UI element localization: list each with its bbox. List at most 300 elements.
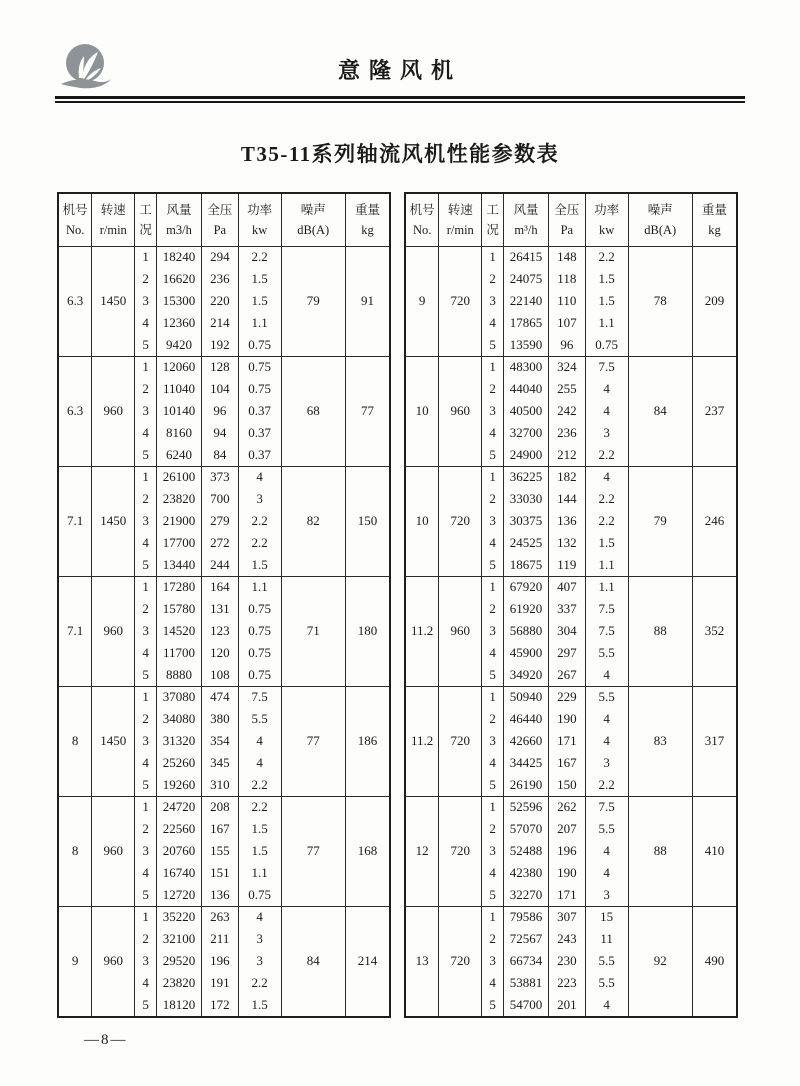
noise-cell: 83 bbox=[628, 686, 692, 796]
power-cell: 1.5 bbox=[585, 532, 628, 554]
pressure-cell: 324 bbox=[548, 356, 585, 378]
model-cell: 7.1 bbox=[58, 576, 92, 686]
pressure-cell: 373 bbox=[201, 466, 238, 488]
pressure-cell: 380 bbox=[201, 709, 238, 731]
noise-cell: 84 bbox=[628, 356, 692, 466]
flow-cell: 72567 bbox=[504, 929, 549, 951]
flow-cell: 15780 bbox=[157, 599, 202, 621]
power-cell: 3 bbox=[585, 752, 628, 774]
brand-title: 意隆风机 bbox=[337, 58, 462, 83]
weight-cell: 209 bbox=[692, 247, 737, 357]
model-cell: 7.1 bbox=[58, 466, 92, 576]
data-row bbox=[405, 466, 737, 488]
condition-cell: 1 bbox=[135, 356, 157, 378]
pressure-cell: 407 bbox=[548, 576, 585, 598]
pressure-cell: 171 bbox=[548, 731, 585, 753]
power-cell: 2.2 bbox=[238, 247, 281, 269]
noise-cell: 79 bbox=[628, 466, 692, 576]
flow-cell: 22140 bbox=[504, 291, 549, 313]
pressure-cell: 267 bbox=[548, 664, 585, 686]
col-header-noise: 噪声 dB(A) bbox=[281, 193, 345, 247]
weight-cell: 77 bbox=[345, 356, 390, 466]
pressure-cell: 354 bbox=[201, 731, 238, 753]
flow-cell: 17280 bbox=[157, 576, 202, 598]
condition-cell: 1 bbox=[482, 906, 504, 928]
power-cell: 7.5 bbox=[585, 796, 628, 818]
model-cell: 9 bbox=[58, 906, 92, 1016]
pressure-cell: 214 bbox=[201, 312, 238, 334]
flow-cell: 31320 bbox=[157, 731, 202, 753]
condition-cell: 2 bbox=[135, 819, 157, 841]
pressure-cell: 230 bbox=[548, 951, 585, 973]
flow-cell: 25260 bbox=[157, 752, 202, 774]
power-cell: 0.75 bbox=[238, 379, 281, 401]
col-header-model: 机号 No. bbox=[405, 193, 439, 247]
model-cell: 12 bbox=[405, 796, 439, 906]
power-cell: 5.5 bbox=[585, 819, 628, 841]
power-cell: 4 bbox=[585, 841, 628, 863]
noise-cell: 79 bbox=[281, 247, 345, 357]
pressure-cell: 294 bbox=[201, 247, 238, 269]
speed-cell: 960 bbox=[92, 796, 135, 906]
power-cell: 0.75 bbox=[238, 884, 281, 906]
power-cell: 3 bbox=[585, 884, 628, 906]
pressure-cell: 196 bbox=[201, 951, 238, 973]
flow-cell: 48300 bbox=[504, 356, 549, 378]
condition-cell: 5 bbox=[482, 554, 504, 576]
fan-group bbox=[405, 796, 737, 906]
noise-cell: 82 bbox=[281, 466, 345, 576]
data-row bbox=[405, 796, 737, 818]
condition-cell: 3 bbox=[135, 511, 157, 533]
power-cell: 1.5 bbox=[238, 841, 281, 863]
pressure-cell: 236 bbox=[201, 269, 238, 291]
flow-cell: 8880 bbox=[157, 664, 202, 686]
pressure-cell: 190 bbox=[548, 862, 585, 884]
col-header-speed: 转速 r/min bbox=[439, 193, 482, 247]
condition-cell: 1 bbox=[135, 686, 157, 708]
condition-cell: 3 bbox=[482, 621, 504, 643]
flow-cell: 42660 bbox=[504, 731, 549, 753]
power-cell: 4 bbox=[585, 466, 628, 488]
power-cell: 1.1 bbox=[585, 312, 628, 334]
pressure-cell: 136 bbox=[201, 884, 238, 906]
condition-cell: 3 bbox=[482, 291, 504, 313]
power-cell: 4 bbox=[238, 466, 281, 488]
power-cell: 4 bbox=[238, 906, 281, 928]
data-row bbox=[58, 576, 390, 598]
weight-cell: 186 bbox=[345, 686, 390, 796]
condition-cell: 1 bbox=[482, 576, 504, 598]
col-header-model: 机号 No. bbox=[58, 193, 92, 247]
condition-cell: 5 bbox=[135, 774, 157, 796]
power-cell: 2.2 bbox=[585, 774, 628, 796]
condition-cell: 4 bbox=[482, 532, 504, 554]
flow-cell: 34920 bbox=[504, 664, 549, 686]
power-cell: 2.2 bbox=[585, 444, 628, 466]
fan-group bbox=[405, 356, 737, 466]
pressure-cell: 272 bbox=[201, 532, 238, 554]
power-cell: 5.5 bbox=[585, 972, 628, 994]
power-cell: 1.5 bbox=[238, 994, 281, 1017]
flow-cell: 30375 bbox=[504, 511, 549, 533]
pressure-cell: 307 bbox=[548, 906, 585, 928]
flow-cell: 29520 bbox=[157, 951, 202, 973]
power-cell: 3 bbox=[585, 422, 628, 444]
pressure-cell: 136 bbox=[548, 511, 585, 533]
flow-cell: 57070 bbox=[504, 819, 549, 841]
speed-cell: 720 bbox=[439, 686, 482, 796]
power-cell: 1.1 bbox=[238, 862, 281, 884]
flow-cell: 19260 bbox=[157, 774, 202, 796]
condition-cell: 4 bbox=[135, 312, 157, 334]
power-cell: 1.5 bbox=[238, 554, 281, 576]
flow-cell: 9420 bbox=[157, 334, 202, 356]
flow-cell: 16620 bbox=[157, 269, 202, 291]
condition-cell: 4 bbox=[135, 532, 157, 554]
condition-cell: 1 bbox=[482, 356, 504, 378]
pressure-cell: 155 bbox=[201, 841, 238, 863]
header-row bbox=[58, 193, 390, 247]
flow-cell: 52488 bbox=[504, 841, 549, 863]
speed-cell: 960 bbox=[439, 356, 482, 466]
weight-cell: 352 bbox=[692, 576, 737, 686]
noise-cell: 71 bbox=[281, 576, 345, 686]
weight-cell: 317 bbox=[692, 686, 737, 796]
header-rule bbox=[55, 96, 745, 103]
weight-cell: 490 bbox=[692, 906, 737, 1016]
flow-cell: 12060 bbox=[157, 356, 202, 378]
data-row bbox=[405, 356, 737, 378]
speed-cell: 960 bbox=[92, 576, 135, 686]
pressure-cell: 196 bbox=[548, 841, 585, 863]
flow-cell: 56880 bbox=[504, 621, 549, 643]
fan-group bbox=[58, 796, 390, 906]
fan-group bbox=[58, 576, 390, 686]
speed-cell: 720 bbox=[439, 466, 482, 576]
col-header-speed: 转速 r/min bbox=[92, 193, 135, 247]
data-row bbox=[405, 906, 737, 928]
condition-cell: 4 bbox=[482, 312, 504, 334]
speed-cell: 960 bbox=[439, 576, 482, 686]
header-row bbox=[405, 193, 737, 247]
flow-cell: 20760 bbox=[157, 841, 202, 863]
page-number: —8— bbox=[84, 1032, 128, 1048]
power-cell: 1.5 bbox=[238, 819, 281, 841]
pressure-cell: 164 bbox=[201, 576, 238, 598]
condition-cell: 4 bbox=[482, 422, 504, 444]
pressure-cell: 182 bbox=[548, 466, 585, 488]
page-footer bbox=[84, 1032, 128, 1049]
noise-cell: 77 bbox=[281, 686, 345, 796]
data-row bbox=[405, 576, 737, 598]
condition-cell: 2 bbox=[135, 599, 157, 621]
condition-cell: 3 bbox=[482, 401, 504, 423]
model-cell: 9 bbox=[405, 247, 439, 357]
flow-cell: 21900 bbox=[157, 511, 202, 533]
fan-group bbox=[58, 686, 390, 796]
data-row bbox=[58, 466, 390, 488]
condition-cell: 2 bbox=[135, 269, 157, 291]
condition-cell: 2 bbox=[135, 379, 157, 401]
condition-cell: 5 bbox=[482, 444, 504, 466]
pressure-cell: 700 bbox=[201, 489, 238, 511]
noise-cell: 88 bbox=[628, 576, 692, 686]
flow-cell: 26415 bbox=[504, 247, 549, 269]
power-cell: 0.75 bbox=[238, 664, 281, 686]
speed-cell: 960 bbox=[92, 356, 135, 466]
model-cell: 11.2 bbox=[405, 686, 439, 796]
noise-cell: 92 bbox=[628, 906, 692, 1016]
condition-cell: 4 bbox=[482, 752, 504, 774]
flow-cell: 46440 bbox=[504, 709, 549, 731]
flow-cell: 24720 bbox=[157, 796, 202, 818]
power-cell: 5.5 bbox=[238, 709, 281, 731]
pressure-cell: 201 bbox=[548, 994, 585, 1017]
header-rule-thick bbox=[55, 96, 745, 99]
speed-cell: 720 bbox=[439, 796, 482, 906]
flow-cell: 42380 bbox=[504, 862, 549, 884]
col-header-noise: 噪声 dB(A) bbox=[628, 193, 692, 247]
speed-cell: 1450 bbox=[92, 466, 135, 576]
power-cell: 5.5 bbox=[585, 951, 628, 973]
flow-cell: 26190 bbox=[504, 774, 549, 796]
condition-cell: 4 bbox=[482, 972, 504, 994]
noise-cell: 84 bbox=[281, 906, 345, 1016]
speed-cell: 1450 bbox=[92, 686, 135, 796]
power-cell: 2.2 bbox=[238, 796, 281, 818]
condition-cell: 5 bbox=[135, 554, 157, 576]
power-cell: 4 bbox=[585, 401, 628, 423]
condition-cell: 5 bbox=[135, 664, 157, 686]
pressure-cell: 144 bbox=[548, 489, 585, 511]
flow-cell: 24075 bbox=[504, 269, 549, 291]
flow-cell: 11040 bbox=[157, 379, 202, 401]
condition-cell: 2 bbox=[135, 709, 157, 731]
noise-cell: 88 bbox=[628, 796, 692, 906]
pressure-cell: 167 bbox=[548, 752, 585, 774]
model-cell: 8 bbox=[58, 796, 92, 906]
pressure-cell: 208 bbox=[201, 796, 238, 818]
flow-cell: 12720 bbox=[157, 884, 202, 906]
power-cell: 4 bbox=[238, 731, 281, 753]
flow-cell: 45900 bbox=[504, 642, 549, 664]
power-cell: 2.2 bbox=[238, 532, 281, 554]
weight-cell: 150 bbox=[345, 466, 390, 576]
pressure-cell: 171 bbox=[548, 884, 585, 906]
flow-cell: 79586 bbox=[504, 906, 549, 928]
pressure-cell: 337 bbox=[548, 599, 585, 621]
model-cell: 10 bbox=[405, 356, 439, 466]
condition-cell: 3 bbox=[135, 291, 157, 313]
fan-group bbox=[405, 247, 737, 357]
condition-cell: 5 bbox=[482, 334, 504, 356]
power-cell: 0.37 bbox=[238, 444, 281, 466]
power-cell: 1.5 bbox=[238, 291, 281, 313]
power-cell: 1.1 bbox=[238, 312, 281, 334]
pressure-cell: 211 bbox=[201, 929, 238, 951]
pressure-cell: 150 bbox=[548, 774, 585, 796]
condition-cell: 2 bbox=[482, 379, 504, 401]
data-row bbox=[405, 247, 737, 269]
condition-cell: 1 bbox=[482, 466, 504, 488]
pressure-cell: 190 bbox=[548, 709, 585, 731]
pressure-cell: 192 bbox=[201, 334, 238, 356]
condition-cell: 1 bbox=[135, 796, 157, 818]
condition-cell: 4 bbox=[135, 752, 157, 774]
weight-cell: 214 bbox=[345, 906, 390, 1016]
power-cell: 2.2 bbox=[238, 511, 281, 533]
noise-cell: 77 bbox=[281, 796, 345, 906]
pressure-cell: 104 bbox=[201, 379, 238, 401]
flow-cell: 15300 bbox=[157, 291, 202, 313]
speed-cell: 720 bbox=[439, 247, 482, 357]
pressure-cell: 131 bbox=[201, 599, 238, 621]
power-cell: 7.5 bbox=[238, 686, 281, 708]
condition-cell: 2 bbox=[482, 599, 504, 621]
power-cell: 0.75 bbox=[238, 599, 281, 621]
pressure-cell: 474 bbox=[201, 686, 238, 708]
flow-cell: 22560 bbox=[157, 819, 202, 841]
pressure-cell: 244 bbox=[201, 554, 238, 576]
data-row bbox=[58, 686, 390, 708]
model-cell: 6.3 bbox=[58, 356, 92, 466]
pressure-cell: 207 bbox=[548, 819, 585, 841]
pressure-cell: 94 bbox=[201, 422, 238, 444]
col-header-flow: 风量 m³/h bbox=[504, 193, 549, 247]
fan-group bbox=[405, 906, 737, 1016]
power-cell: 2.2 bbox=[585, 247, 628, 269]
pressure-cell: 118 bbox=[548, 269, 585, 291]
fan-group bbox=[405, 466, 737, 576]
flow-cell: 52596 bbox=[504, 796, 549, 818]
pressure-cell: 191 bbox=[201, 972, 238, 994]
flow-cell: 34425 bbox=[504, 752, 549, 774]
condition-cell: 3 bbox=[482, 841, 504, 863]
power-cell: 7.5 bbox=[585, 621, 628, 643]
flow-cell: 36225 bbox=[504, 466, 549, 488]
condition-cell: 2 bbox=[482, 819, 504, 841]
data-row bbox=[58, 247, 390, 269]
power-cell: 1.1 bbox=[585, 554, 628, 576]
model-cell: 10 bbox=[405, 466, 439, 576]
fan-group bbox=[58, 906, 390, 1016]
weight-cell: 180 bbox=[345, 576, 390, 686]
condition-cell: 4 bbox=[482, 862, 504, 884]
col-header-weight: 重量 kg bbox=[692, 193, 737, 247]
power-cell: 4 bbox=[585, 731, 628, 753]
flow-cell: 13440 bbox=[157, 554, 202, 576]
condition-cell: 5 bbox=[135, 994, 157, 1017]
condition-cell: 2 bbox=[482, 929, 504, 951]
speed-cell: 720 bbox=[439, 906, 482, 1016]
flow-cell: 24525 bbox=[504, 532, 549, 554]
condition-cell: 5 bbox=[135, 444, 157, 466]
pressure-cell: 310 bbox=[201, 774, 238, 796]
condition-cell: 2 bbox=[482, 489, 504, 511]
power-cell: 0.75 bbox=[238, 621, 281, 643]
flow-cell: 53881 bbox=[504, 972, 549, 994]
flow-cell: 10140 bbox=[157, 401, 202, 423]
power-cell: 1.5 bbox=[585, 269, 628, 291]
power-cell: 3 bbox=[238, 929, 281, 951]
power-cell: 15 bbox=[585, 906, 628, 928]
data-row bbox=[58, 906, 390, 928]
power-cell: 11 bbox=[585, 929, 628, 951]
col-header-weight: 重量 kg bbox=[345, 193, 390, 247]
col-header-condition: 工 况 bbox=[482, 193, 504, 247]
condition-cell: 1 bbox=[135, 247, 157, 269]
fan-table-left bbox=[57, 192, 391, 1018]
pressure-cell: 120 bbox=[201, 642, 238, 664]
col-header-pressure: 全压 Pa bbox=[548, 193, 585, 247]
condition-cell: 1 bbox=[482, 686, 504, 708]
col-header-flow: 风量 m3/h bbox=[157, 193, 202, 247]
pressure-cell: 96 bbox=[548, 334, 585, 356]
weight-cell: 410 bbox=[692, 796, 737, 906]
power-cell: 5.5 bbox=[585, 642, 628, 664]
flow-cell: 23820 bbox=[157, 489, 202, 511]
condition-cell: 3 bbox=[135, 401, 157, 423]
pressure-cell: 262 bbox=[548, 796, 585, 818]
col-header-pressure: 全压 Pa bbox=[201, 193, 238, 247]
condition-cell: 5 bbox=[482, 774, 504, 796]
model-cell: 6.3 bbox=[58, 247, 92, 357]
power-cell: 4 bbox=[238, 752, 281, 774]
fan-table-right bbox=[404, 192, 738, 1018]
condition-cell: 3 bbox=[135, 731, 157, 753]
power-cell: 1.1 bbox=[238, 576, 281, 598]
power-cell: 3 bbox=[238, 951, 281, 973]
condition-cell: 3 bbox=[482, 511, 504, 533]
col-header-condition: 工 况 bbox=[135, 193, 157, 247]
condition-cell: 2 bbox=[135, 929, 157, 951]
pressure-cell: 123 bbox=[201, 621, 238, 643]
tables-container bbox=[57, 192, 743, 1018]
condition-cell: 1 bbox=[482, 796, 504, 818]
pressure-cell: 167 bbox=[201, 819, 238, 841]
speed-cell: 1450 bbox=[92, 247, 135, 357]
pressure-cell: 279 bbox=[201, 511, 238, 533]
fan-group bbox=[405, 576, 737, 686]
flow-cell: 32270 bbox=[504, 884, 549, 906]
pressure-cell: 128 bbox=[201, 356, 238, 378]
power-cell: 1.5 bbox=[585, 291, 628, 313]
power-cell: 4 bbox=[585, 862, 628, 884]
power-cell: 2.2 bbox=[585, 489, 628, 511]
flow-cell: 24900 bbox=[504, 444, 549, 466]
flow-cell: 8160 bbox=[157, 422, 202, 444]
power-cell: 5.5 bbox=[585, 686, 628, 708]
power-cell: 1.5 bbox=[238, 269, 281, 291]
pressure-cell: 96 bbox=[201, 401, 238, 423]
flow-cell: 17865 bbox=[504, 312, 549, 334]
condition-cell: 3 bbox=[135, 951, 157, 973]
pressure-cell: 108 bbox=[201, 664, 238, 686]
pressure-cell: 132 bbox=[548, 532, 585, 554]
power-cell: 1.1 bbox=[585, 576, 628, 598]
header-rule-thin bbox=[55, 101, 745, 103]
flow-cell: 26100 bbox=[157, 466, 202, 488]
power-cell: 7.5 bbox=[585, 356, 628, 378]
pressure-cell: 84 bbox=[201, 444, 238, 466]
pressure-cell: 148 bbox=[548, 247, 585, 269]
flow-cell: 18240 bbox=[157, 247, 202, 269]
flow-cell: 40500 bbox=[504, 401, 549, 423]
fan-group bbox=[58, 247, 390, 357]
pressure-cell: 229 bbox=[548, 686, 585, 708]
power-cell: 2.2 bbox=[585, 511, 628, 533]
